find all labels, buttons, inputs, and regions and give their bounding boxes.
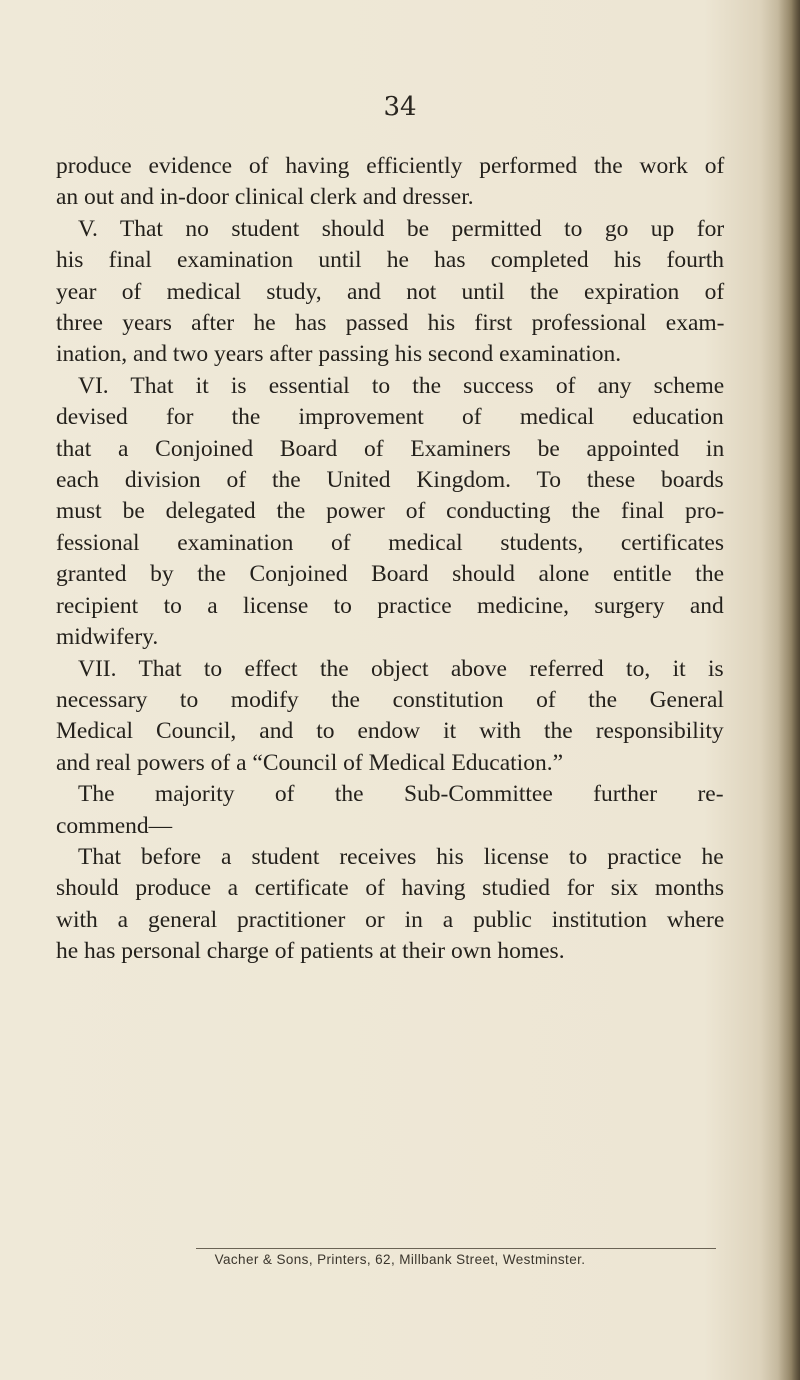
text-line: necessary to modify the constitution of the General <box>56 686 724 713</box>
text-line: Medical Council, and to endow it with the responsibility <box>56 718 724 745</box>
text-line: each division of the United Kingdom. To these boards <box>56 467 724 494</box>
text-line: fessional examination of medical students, certificates <box>56 529 724 556</box>
text-line: The majority of the Sub-Committee further re- <box>78 781 724 808</box>
text-line: devised for the improvement of medical education <box>56 404 724 431</box>
text-line: that a Conjoined Board of Examiners be appointed in <box>56 435 725 462</box>
text-line: year of medical study, and not until the expiration of <box>56 278 725 305</box>
body-text <box>56 151 724 968</box>
text-line: granted by the Conjoined Board should alone entitle the <box>56 561 725 588</box>
text-line: he has personal charge of patients at their own homes. <box>56 938 565 965</box>
text-line: recipient to a license to practice medicine, surgery and <box>56 592 724 619</box>
text-line: produce evidence of having efficiently performed the work of <box>56 153 725 179</box>
text-line: midwifery. <box>56 624 159 651</box>
printer-imprint: Vacher & Sons, Printers, 62, Millbank Street, Westminster. <box>214 1252 586 1267</box>
text-line: must be delegated the power of conducting the final pro- <box>56 498 725 525</box>
text-line: ination, and two years after passing his second examination. <box>56 341 622 368</box>
text-line: V. That no student should be permitted to go up for <box>78 215 725 242</box>
text-line: and real powers of a “Council of Medical Education.” <box>56 749 564 776</box>
text-line: with a general practitioner or in a public institution where <box>56 906 725 933</box>
footer-rule <box>196 1248 716 1249</box>
text-line: That before a student receives his license to practice he <box>78 843 724 870</box>
text-line: should produce a certificate of having studied for six months <box>56 875 725 902</box>
page-number: 34 <box>383 92 417 122</box>
text-line: VII. That to effect the object above referred to, it is <box>78 655 724 682</box>
text-line: three years after he has passed his first professional exam- <box>56 310 725 337</box>
text-line: commend— <box>56 812 173 839</box>
text-line: an out and in-door clinical clerk and dresser. <box>56 184 474 211</box>
page-edge-shadow <box>778 0 800 1380</box>
text-line: his final examination until he has completed his fourth <box>56 247 724 274</box>
text-line: VI. That it is essential to the success of any scheme <box>78 372 725 399</box>
